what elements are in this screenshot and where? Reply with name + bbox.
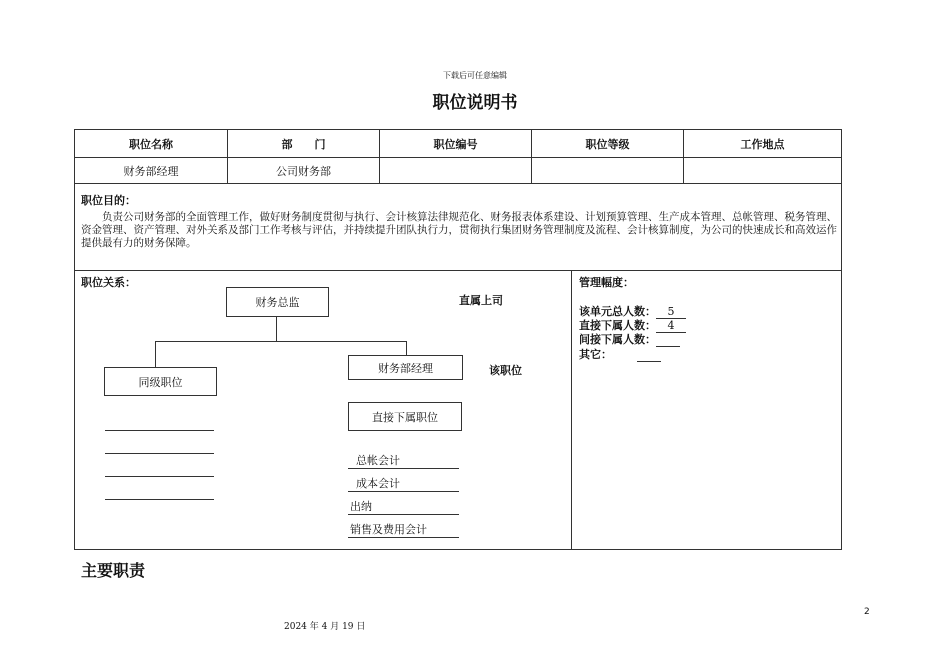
value-position-grade	[532, 158, 683, 183]
span-row-indirect	[579, 331, 680, 347]
span-row-other	[579, 346, 661, 362]
span-row-label: 其它：	[579, 348, 612, 361]
subordinate-item: 销售及费用会计	[348, 521, 459, 538]
value-position-number	[380, 158, 531, 183]
this-position-label: 该职位	[489, 364, 522, 377]
footer-date: 2024 年 4 月 19 日	[284, 622, 366, 632]
span-label: 管理幅度：	[579, 276, 634, 289]
span-row-value: 5	[656, 305, 686, 319]
subordinate-box: 直接下属职位	[348, 402, 462, 431]
main-duties-heading: 主要职责	[81, 561, 146, 580]
header-position-name: 职位名称	[129, 137, 173, 151]
span-row-value	[637, 349, 661, 362]
peer-blank-line	[105, 453, 214, 454]
purpose-text: 负责公司财务部的全面管理工作，做好财务制度贯彻与执行、会计核算法律规范化、财务报表体系建设、计划预算管理、生产成本管理、总帐管理、税务管理、资金管理、资产管理、对外关系及部门工作考核与评估，并持续提升团队执行力，贯彻执行集团财务管理制度及流程、会计核算制度，为公司的快速成长和高效运作提供最有力的财务保障。	[81, 211, 837, 249]
peer-blank-line	[105, 430, 214, 431]
table-border-left	[74, 129, 75, 549]
header-department: 部 门	[281, 137, 326, 151]
value-department: 公司财务部	[276, 164, 331, 178]
table-rule	[74, 183, 842, 184]
this-position-box: 财务部经理	[348, 355, 463, 380]
table-rule	[74, 270, 842, 271]
span-row-label: 该单元总人数：	[579, 305, 656, 318]
superior-label: 直属上司	[459, 294, 503, 307]
header-work-location: 工作地点	[740, 137, 785, 151]
relations-label: 职位关系：	[81, 276, 136, 289]
connector-line	[155, 341, 156, 368]
table-border-right	[841, 129, 842, 549]
subordinate-item: 总帐会计	[348, 452, 459, 469]
peer-blank-line	[105, 476, 214, 477]
header-position-grade: 职位等级	[585, 137, 630, 151]
subordinate-item: 成本会计	[348, 475, 459, 492]
value-work-location	[684, 158, 841, 183]
peer-position-box: 同级职位	[104, 367, 217, 396]
value-position-name: 财务部经理	[123, 164, 179, 178]
connector-line	[406, 341, 407, 355]
page-number: 2	[864, 607, 870, 617]
download-note: 下载后可任意编辑	[443, 71, 507, 80]
span-row-value: 4	[656, 319, 686, 333]
document-title: 职位说明书	[432, 93, 518, 113]
table-border-bottom	[74, 549, 842, 550]
peer-blank-line	[105, 499, 214, 500]
purpose-label: 职位目的：	[81, 194, 136, 207]
superior-box: 财务总监	[226, 287, 329, 317]
span-row-label: 直接下属人数：	[579, 319, 656, 332]
subordinate-item: 出纳	[348, 498, 459, 515]
table-rule	[571, 270, 572, 549]
span-row-label: 间接下属人数：	[579, 333, 656, 346]
connector-line	[276, 315, 277, 341]
connector-line	[155, 341, 406, 342]
header-position-number: 职位编号	[433, 137, 478, 151]
